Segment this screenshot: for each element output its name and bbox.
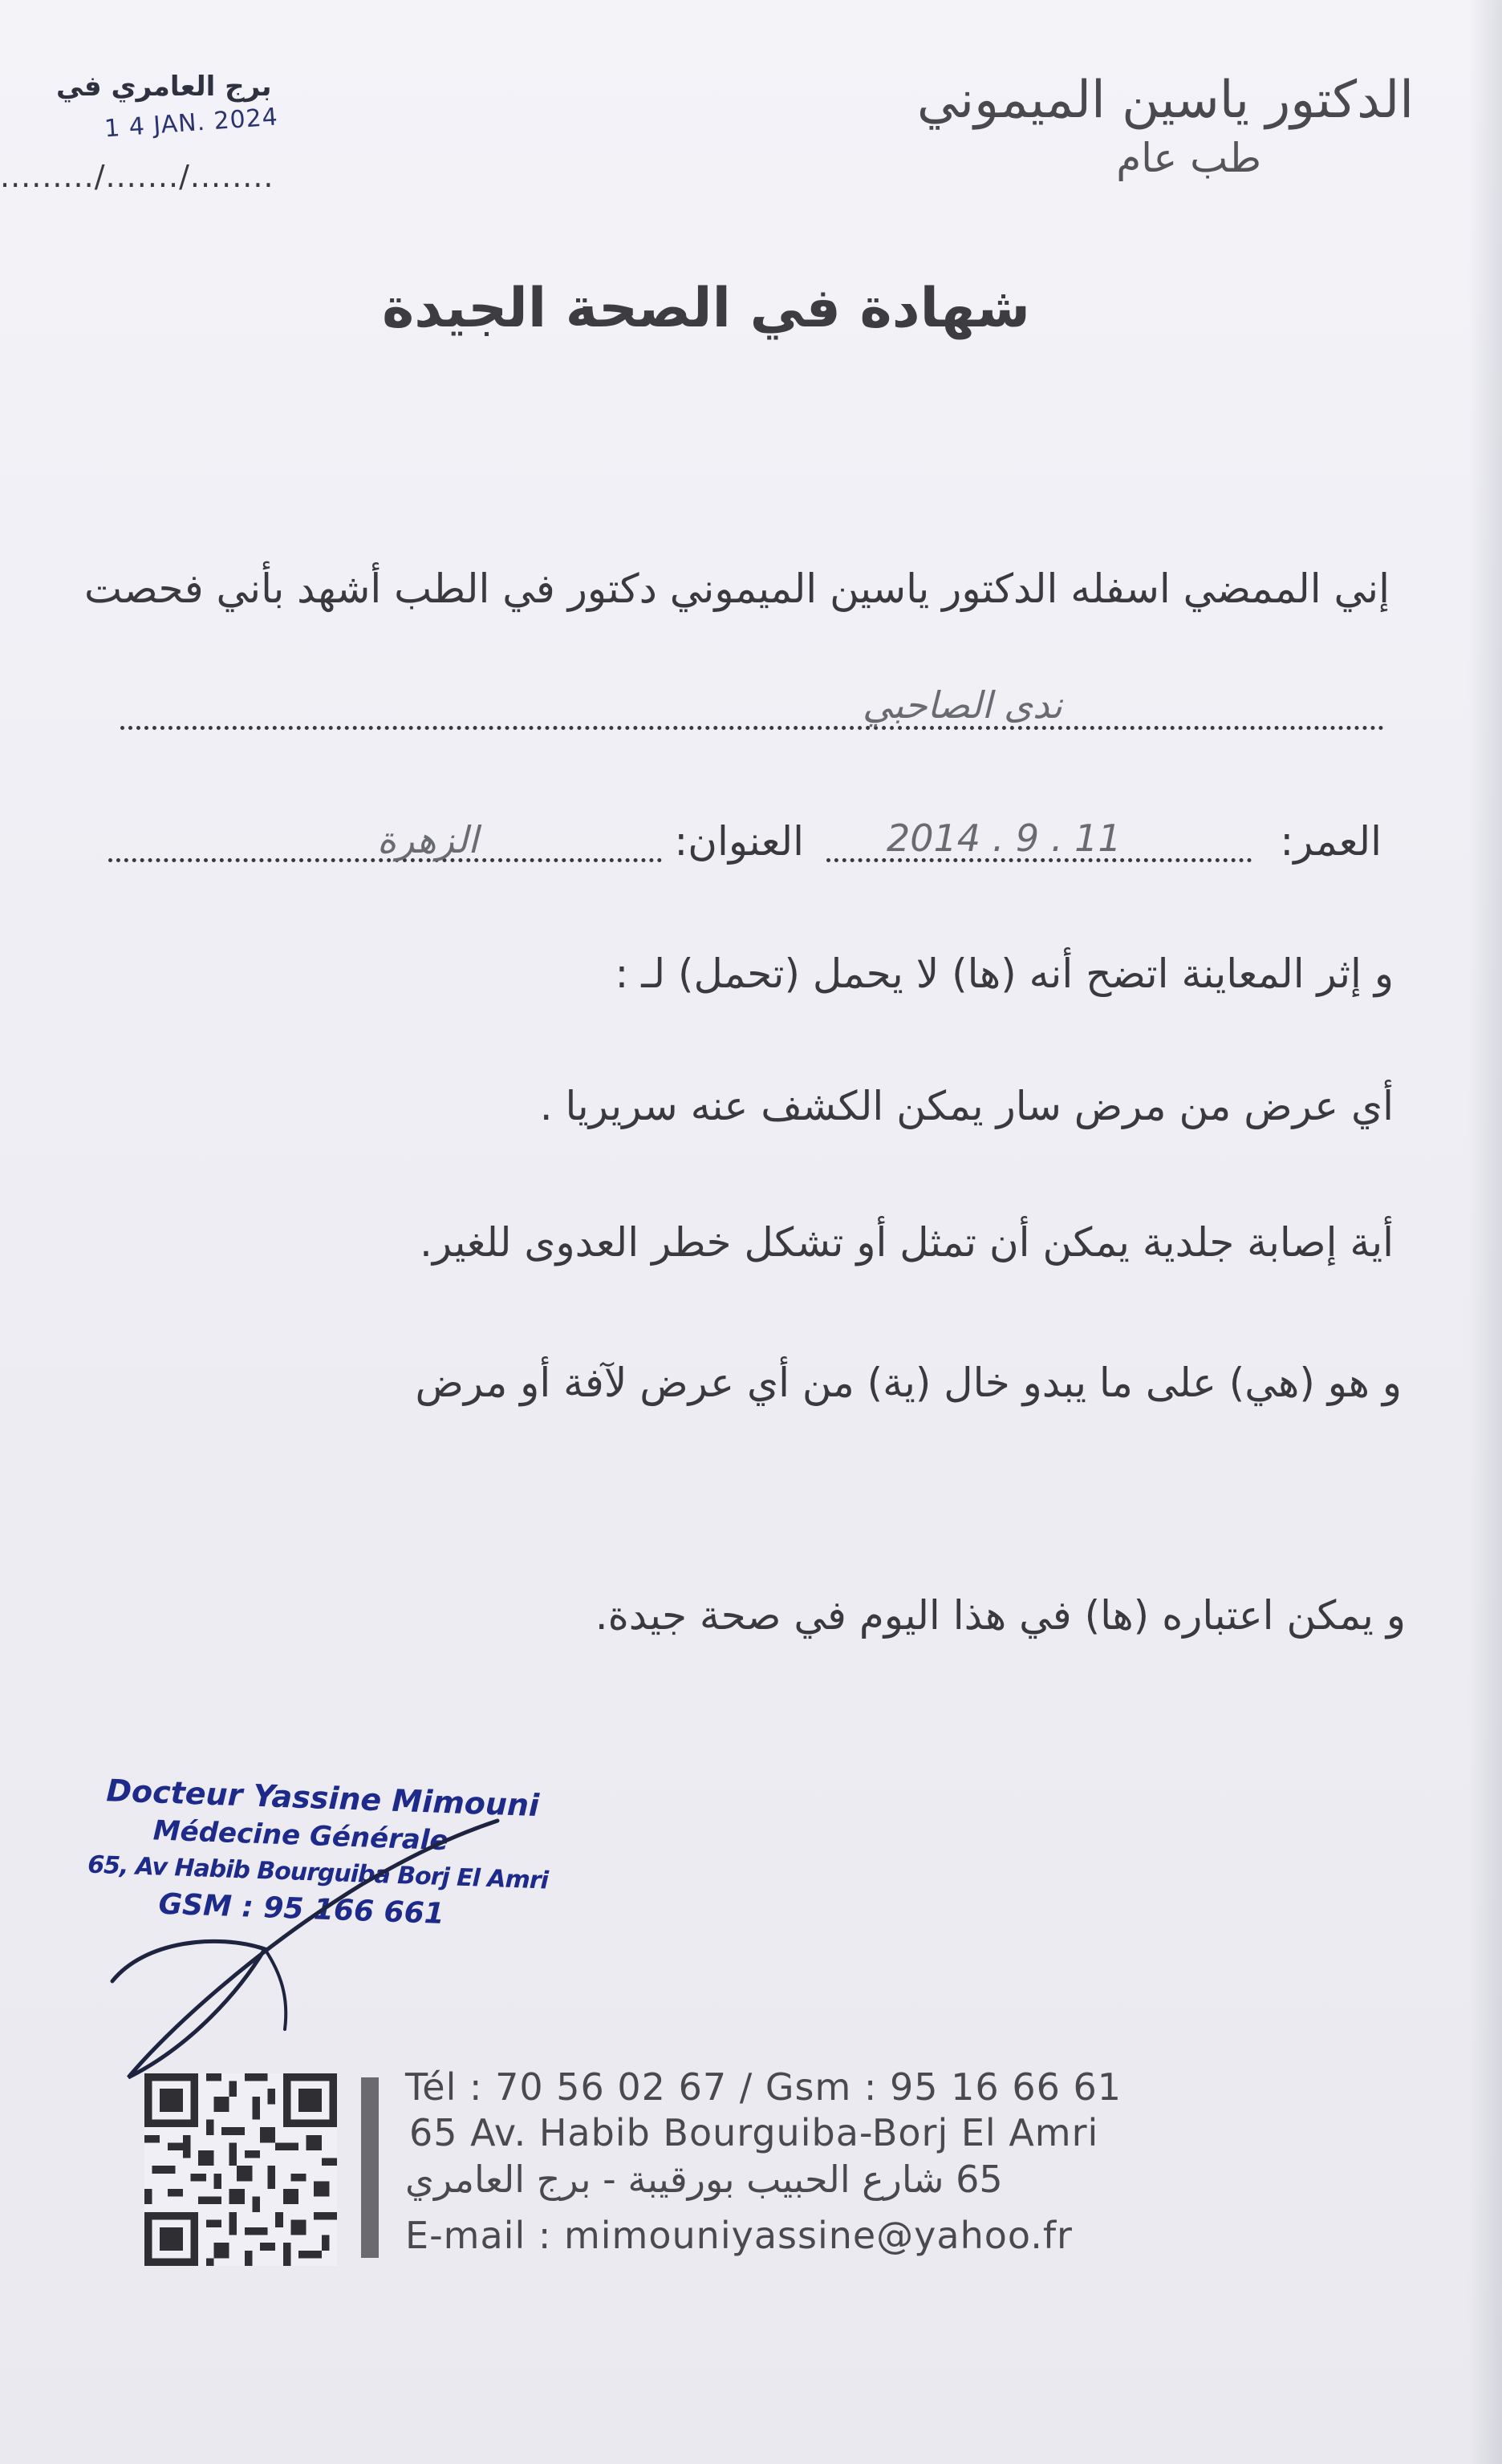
signature-stroke [112, 1821, 497, 2077]
doctor-name: الدكتور ياسين الميموني [916, 71, 1414, 130]
date-placeholder: ........./......./........ [0, 159, 274, 194]
qr-code-icon [144, 2073, 337, 2266]
signature-stroke-tail [265, 1949, 286, 2029]
age-label: العمر: [1280, 818, 1382, 865]
footer-address-ar: 65 شارع الحبيب بورقيبة - برج العامري [405, 2158, 1003, 2201]
certificate-title: شهادة في الصحة الجيدة [382, 277, 1030, 340]
address-handwritten: الزهرة [377, 818, 478, 861]
age-handwritten: 2014 . 9 . 11 [887, 817, 1122, 860]
stamp-date: 1 4 JAN. 2024 [104, 103, 279, 144]
stamp-line-address: 65, Av Habib Bourguiba Borj El Amri [87, 1850, 549, 1895]
address-label: العنوان: [674, 818, 804, 865]
body-line-6: أية إصابة جلدية يمكن أن تمثل أو تشكل خطر العدوى للغير. [420, 1219, 1394, 1266]
patient-name-dotted-line [120, 726, 1384, 730]
stamp-line-name: Docteur Yassine Mimouni [105, 1773, 540, 1824]
doctor-specialty: طب عام [1116, 135, 1261, 181]
stamp-line-gsm: GSM : 95 166 661 [157, 1887, 445, 1931]
footer-email: E-mail : mimouniyassine@yahoo.fr [405, 2214, 1073, 2257]
patient-name-handwritten: ندى الصاحبي [863, 683, 1062, 727]
body-line-5: أي عرض من مرض سار يمكن الكشف عنه سريريا . [539, 1083, 1394, 1129]
signature-drawing [96, 1789, 514, 2093]
stamp-place: برج العامري في [56, 71, 272, 103]
body-line-1: إني الممضي اسفله الدكتور ياسين الميموني دكتور في الطب أشهد بأني فحصت [83, 565, 1390, 612]
stamp-line-specialty: Médecine Générale [152, 1814, 449, 1858]
body-line-7: و هو (هي) على ما يبدو خال (ية) من أي عرض لآفة أو مرض [415, 1360, 1402, 1406]
body-line-8: و يمكن اعتباره (ها) في هذا اليوم في صحة جيدة. [595, 1592, 1406, 1639]
footer-phone: Tél : 70 56 02 67 / Gsm : 95 16 66 61 [405, 2065, 1122, 2109]
footer-address-fr: 65 Av. Habib Bourguiba-Borj El Amri [409, 2111, 1099, 2154]
footer-divider [361, 2077, 379, 2258]
body-line-4: و إثر المعاينة اتضح أنه (ها) لا يحمل (تحمل) لـ : [615, 950, 1394, 997]
